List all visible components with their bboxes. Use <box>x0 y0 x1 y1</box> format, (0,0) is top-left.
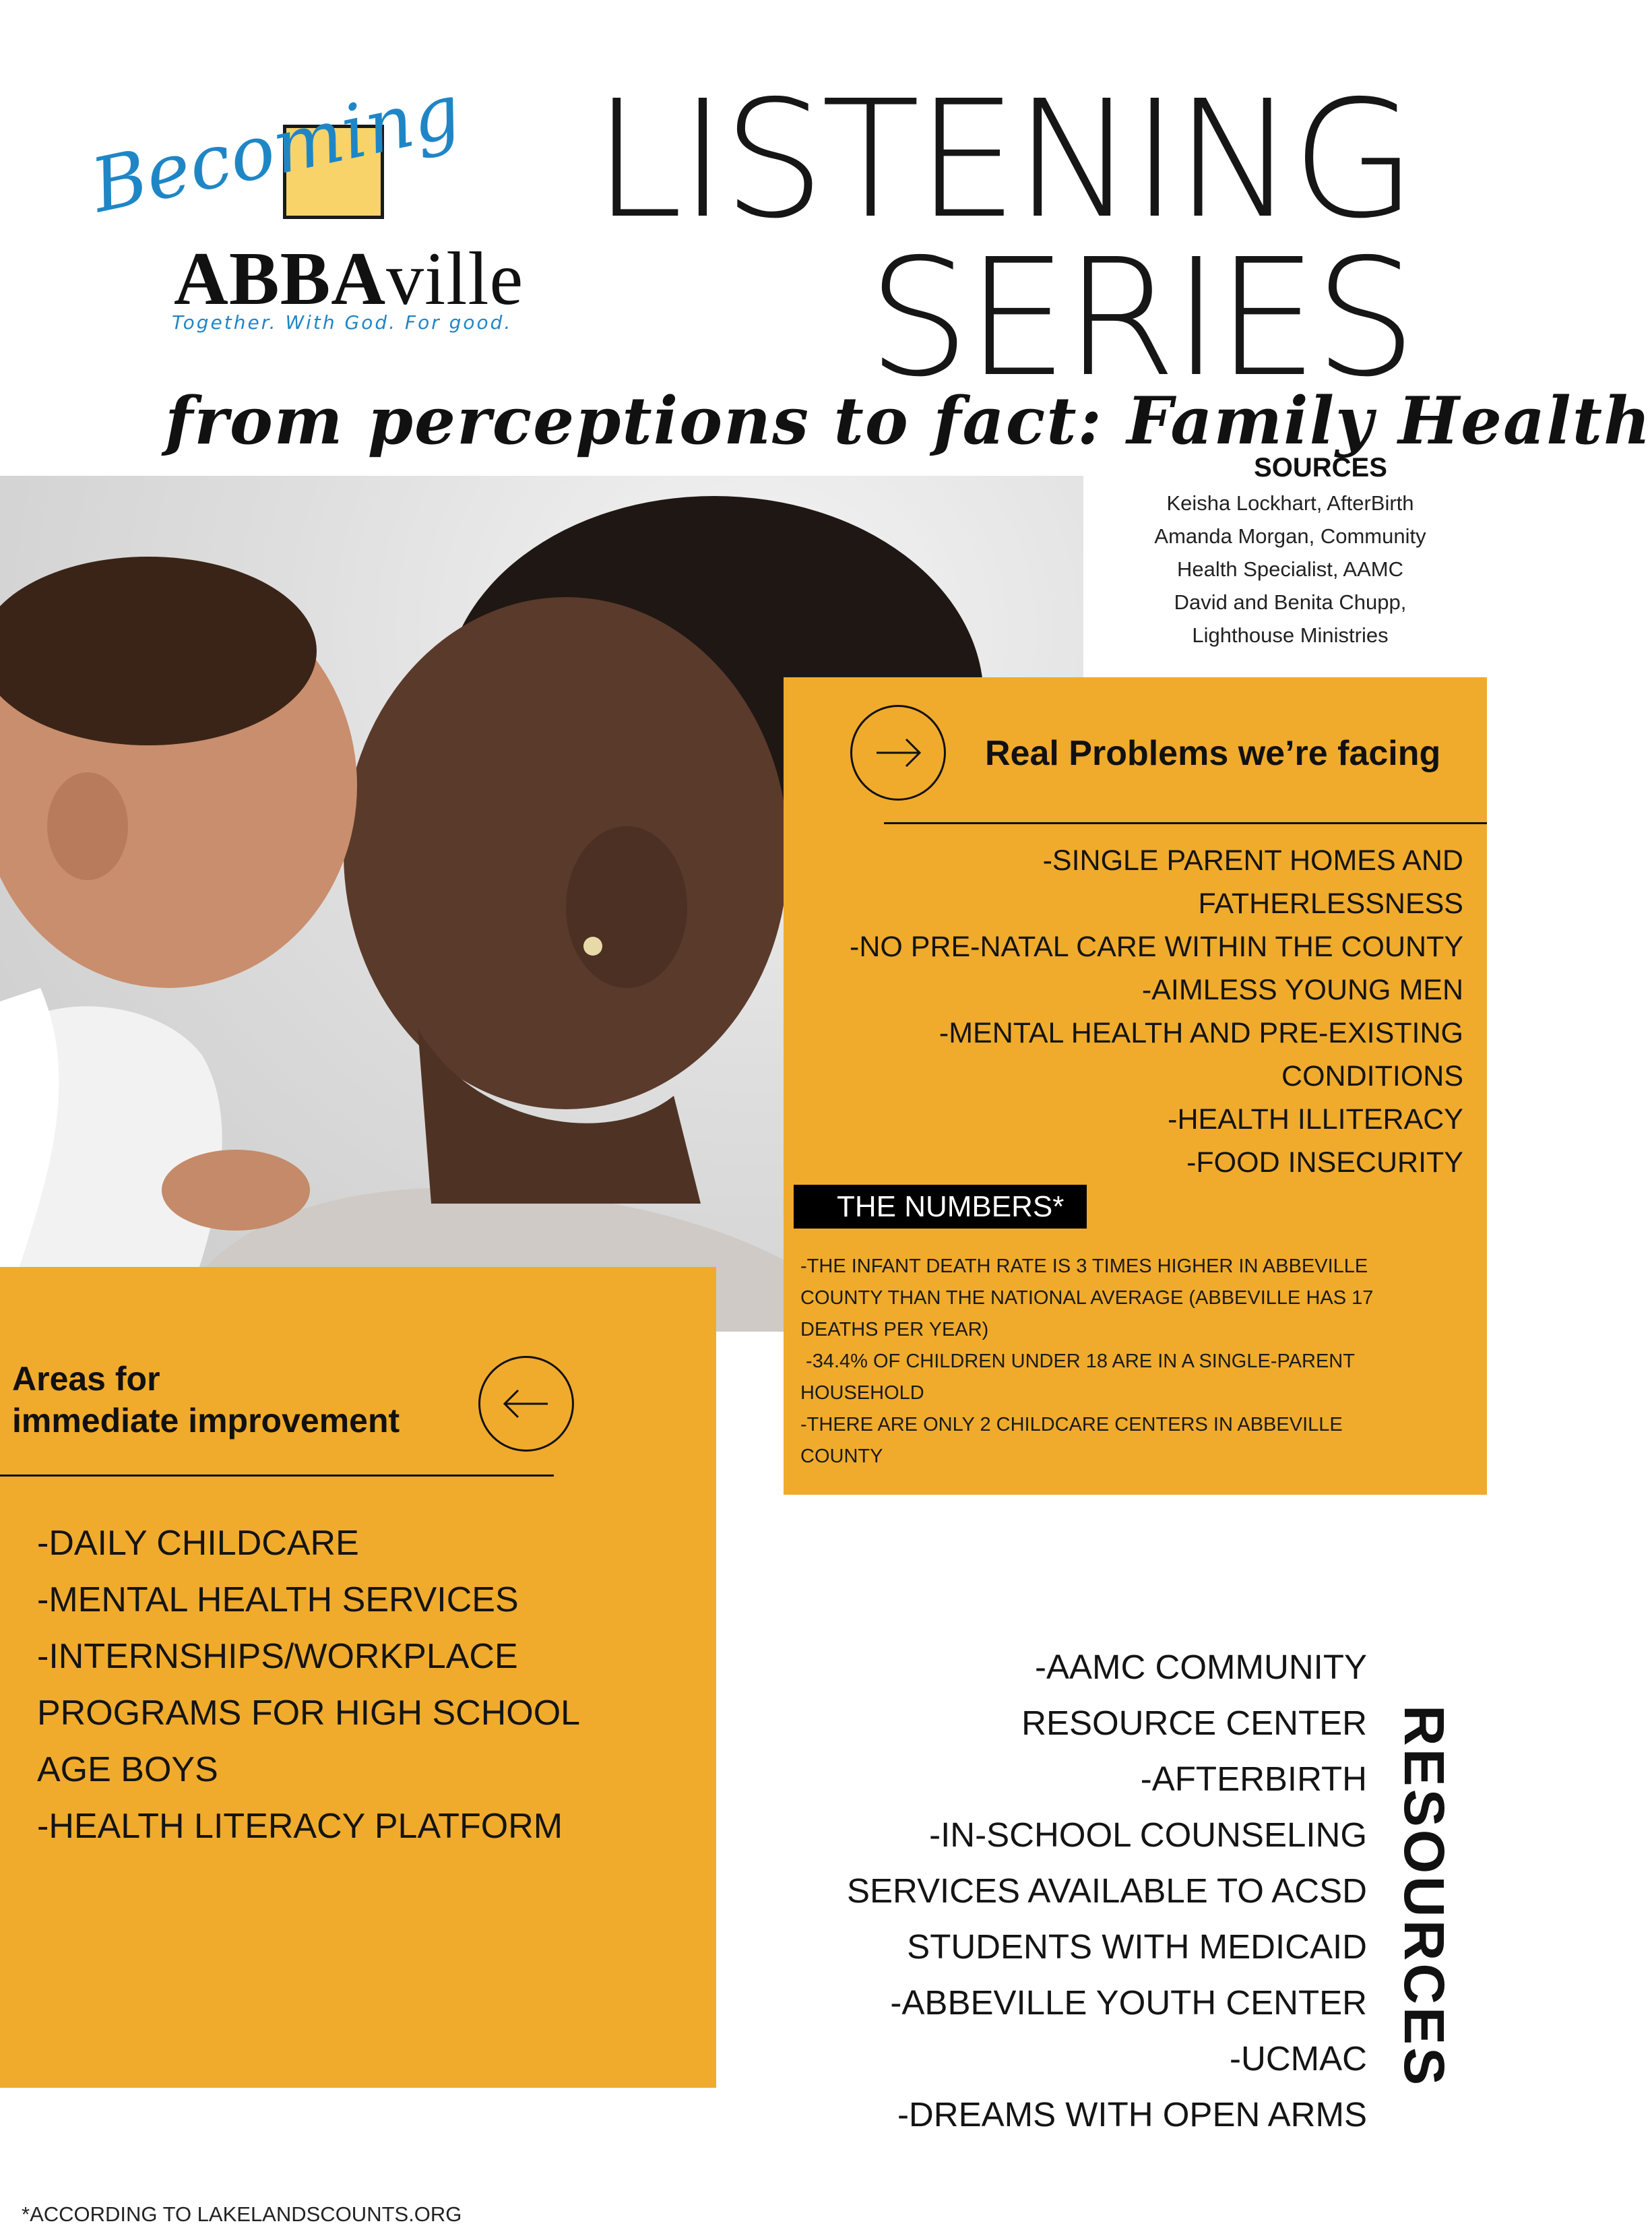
numbers-item: DEATHS PER YEAR) <box>800 1319 989 1340</box>
source-line: Health Specialist, AAMC <box>1177 557 1403 581</box>
logo-script-text: Becoming <box>84 67 468 230</box>
numbers-item: -THE INFANT DEATH RATE IS 3 TIMES HIGHER IN ABBEVILLE <box>800 1256 1368 1277</box>
logo-tagline: Together. With God. For good. <box>172 311 513 334</box>
improvement-heading <box>12 1358 400 1442</box>
arrow-left-icon <box>478 1356 574 1452</box>
problem-item: -MENTAL HEALTH AND PRE-EXISTING <box>939 1017 1463 1049</box>
page-subtitle: from perceptions to fact: Family Health <box>165 383 1652 459</box>
resource-item: SERVICES AVAILABLE TO ACSD <box>847 1871 1367 1910</box>
sources-list <box>1091 487 1489 652</box>
problems-list <box>850 839 1463 1184</box>
improvement-list <box>37 1515 580 1855</box>
resource-item: STUDENTS WITH MEDICAID <box>907 1927 1367 1966</box>
source-line: Amanda Morgan, Community <box>1154 524 1426 548</box>
improvement-heading-line-2: immediate improvement <box>12 1402 400 1439</box>
improvement-item: -INTERNSHIPS/WORKPLACE <box>37 1637 518 1676</box>
problem-item: CONDITIONS <box>1281 1060 1463 1092</box>
resource-item: -IN-SCHOOL COUNSELING <box>929 1816 1367 1854</box>
numbers-list <box>800 1251 1447 1472</box>
title-line-1: LISTENING <box>593 65 1413 254</box>
improvement-item: PROGRAMS FOR HIGH SCHOOL <box>37 1694 581 1733</box>
improvement-item: -DAILY CHILDCARE <box>37 1524 359 1563</box>
source-line: Lighthouse Ministries <box>1192 623 1389 647</box>
resources-title: RESOURCES <box>1393 1705 1456 2088</box>
resource-item: -ABBEVILLE YOUTH CENTER <box>890 1983 1367 2022</box>
problem-item: -FOOD INSECURITY <box>1186 1146 1463 1179</box>
improvement-divider <box>0 1475 554 1477</box>
problem-item: -NO PRE-NATAL CARE WITHIN THE COUNTY <box>850 931 1463 963</box>
improvement-item: -HEALTH LITERACY PLATFORM <box>37 1807 563 1846</box>
problem-item: -SINGLE PARENT HOMES AND <box>1042 844 1463 877</box>
problem-item: -AIMLESS YOUNG MEN <box>1141 974 1463 1006</box>
numbers-item: COUNTY <box>800 1446 883 1467</box>
problems-heading: Real Problems we’re facing <box>985 734 1441 773</box>
problem-item: FATHERLESSNESS <box>1198 888 1463 920</box>
numbers-item: -THERE ARE ONLY 2 CHILDCARE CENTERS IN ABBEVILLE <box>800 1414 1343 1435</box>
improvement-item: -MENTAL HEALTH SERVICES <box>37 1580 519 1619</box>
page-title <box>593 65 1413 412</box>
numbers-item: COUNTY THAN THE NATIONAL AVERAGE (ABBEVILLE HAS 17 <box>800 1287 1374 1309</box>
title-line-2: SERIES <box>867 224 1413 412</box>
improvement-heading-line-1: Areas for <box>12 1360 160 1398</box>
source-line: David and Benita Chupp, <box>1174 590 1407 614</box>
resources-list <box>847 1639 1367 2142</box>
arrow-right-icon <box>850 705 946 801</box>
resource-item: -DREAMS WITH OPEN ARMS <box>897 2095 1367 2134</box>
logo-wordmark-rest: ville <box>386 237 524 321</box>
improvement-item: AGE BOYS <box>37 1750 218 1789</box>
resource-item: RESOURCE CENTER <box>1021 1704 1367 1742</box>
sources-title: SOURCES <box>1254 453 1387 483</box>
source-line: Keisha Lockhart, AfterBirth <box>1166 491 1414 515</box>
numbers-item: -34.4% OF CHILDREN UNDER 18 ARE IN A SINGLE-PARENT <box>800 1351 1355 1372</box>
logo-wordmark <box>174 236 523 323</box>
resource-item: -AFTERBIRTH <box>1140 1760 1367 1798</box>
numbers-item: HOUSEHOLD <box>800 1382 924 1404</box>
footnote: *ACCORDING TO LAKELANDSCOUNTS.ORG <box>22 2202 462 2226</box>
problem-item: -HEALTH ILLITERACY <box>1168 1103 1463 1136</box>
logo-wordmark-bold: ABBA <box>174 237 387 321</box>
resource-item: -AAMC COMMUNITY <box>1035 1648 1367 1686</box>
resource-item: -UCMAC <box>1230 2039 1367 2078</box>
numbers-badge: THE NUMBERS* <box>794 1185 1087 1229</box>
problems-divider <box>884 822 1487 824</box>
